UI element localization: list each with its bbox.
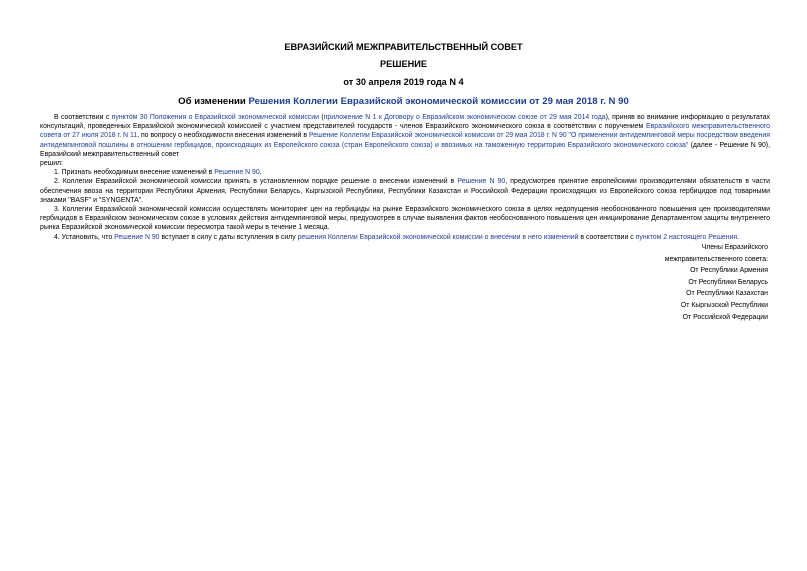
item-3: 3. Коллегии Евразийской экономической комиссии осуществлять мониторинг цен на гербициды на рынке Евразийского экономического союза в целях недопущения необоснованного повышения цен производителями гербицидов в Евразийском экономическом союзе в условиях действия антидемпинговой меры, предусмотрев в случае выявления фактов необоснованного повышения цен инициирование Департаментом защиты внутреннего рынка Евразийской экономической комиссии пересмотра такой меры в течение 1 месяца. <box>40 206 770 232</box>
document-date: от 30 апреля 2019 года N 4 <box>343 77 464 87</box>
signatory-armenia: От Республики Армения <box>690 267 768 275</box>
signatory-kyrgyzstan: От Кыргызской Республики <box>680 301 768 309</box>
preamble-text-4: , по вопросу о необходимости внесения изменений в <box>137 132 309 140</box>
title-link[interactable]: Решения Коллегии Евразийской экономической комиссии от 29 мая 2018 г. N 90 <box>248 96 629 107</box>
link-decision-90[interactable]: Решение N 90 <box>114 233 160 241</box>
document-type: РЕШЕНИЕ <box>380 59 427 69</box>
members-label-line-1: Члены Евразийского <box>701 244 768 251</box>
link-decision-90-full[interactable]: Решение Коллегии Евразийской экономической комиссии от 29 мая 2018 г. N 90 "О применении антидемпинговой меры посредством введения антидемпинговой пошлины в отношении гербицидов, происходящих из Европейского союза (стран Европейского союза) и ввозимых на таможенную территорию Евразийского экономического союза" <box>40 132 770 149</box>
item-4-text-3: в соответствии с <box>578 233 636 241</box>
signature-block <box>568 242 768 323</box>
item-2-end: , предусмотрев принятие европейскими производителями обязательств в части обеспечения ввоза на территории Республики Армения, Республики Беларусь, Кыргызской Республики, Республики Казахстан и Российской Федерации происходящих из Европейского союза гербицидов под товарными знаками "BASF" и "SYNGENTA". <box>40 178 771 204</box>
document-body <box>40 113 770 242</box>
resolved-line: решил: <box>40 160 63 168</box>
preamble-text-1: В соответствии с <box>54 114 112 121</box>
members-label-line-2: межправительственного совета: <box>664 255 768 263</box>
item-1 <box>40 168 770 177</box>
link-item-2[interactable]: пунктом 2 настоящего Решения <box>635 233 738 241</box>
item-1-end: . <box>259 169 262 177</box>
signatory-russia: От Российской Федерации <box>682 313 768 321</box>
preamble-text-5: (далее - Решение N 90), Евразийский межправительственный совет <box>40 141 770 158</box>
signatory-kazakhstan: От Республики Казахстан <box>686 290 768 298</box>
link-eaeu-treaty-annex[interactable]: приложение N 1 к Договору о Евразийском экономическом союзе от 29 мая 2014 года <box>323 114 606 121</box>
link-decision-90[interactable]: Решение N 90 <box>457 178 506 186</box>
item-4-text-1: 4. Установить, что <box>54 233 115 241</box>
link-council-instruction[interactable]: Евразийского межправительственного совета от 27 июля 2018 г. N 11 <box>40 123 770 140</box>
item-4-text-2: вступает в силу с даты вступления в силу <box>159 233 298 241</box>
preamble-paragraph <box>40 113 770 159</box>
title-prefix: Об изменении <box>178 96 249 107</box>
link-decision-90[interactable]: Решение N 90 <box>214 169 260 177</box>
item-1-text: 1. Признать необходимым внесение изменений в <box>54 169 215 177</box>
preamble-text-3: ), приняв во внимание информацию о результатах консультаций, проведенных Евразийской экономической комиссией с участием представителей государств - членов Евразийского экономического союза в соответствии с поручением <box>40 114 771 131</box>
item-2 <box>40 177 770 205</box>
document-title <box>0 96 807 107</box>
issuing-body: ЕВРАЗИЙСКИЙ МЕЖПРАВИТЕЛЬСТВЕННЫЙ СОВЕТ <box>284 42 523 52</box>
item-4 <box>40 233 770 242</box>
signatory-belarus: От Республики Беларусь <box>688 278 768 286</box>
preamble-text-2: ( <box>318 114 324 121</box>
item-4-end: . <box>737 233 740 241</box>
link-amending-decision[interactable]: решения Коллегии Евразийской экономической комиссии о внесении в него изменений <box>297 233 579 241</box>
link-commission-regulation[interactable]: пунктом 30 Положения о Евразийской экономической комиссии <box>111 114 319 121</box>
item-2-text: 2. Коллегии Евразийской экономической комиссии принять в установленном порядке решение о внесении изменений в <box>54 178 458 186</box>
